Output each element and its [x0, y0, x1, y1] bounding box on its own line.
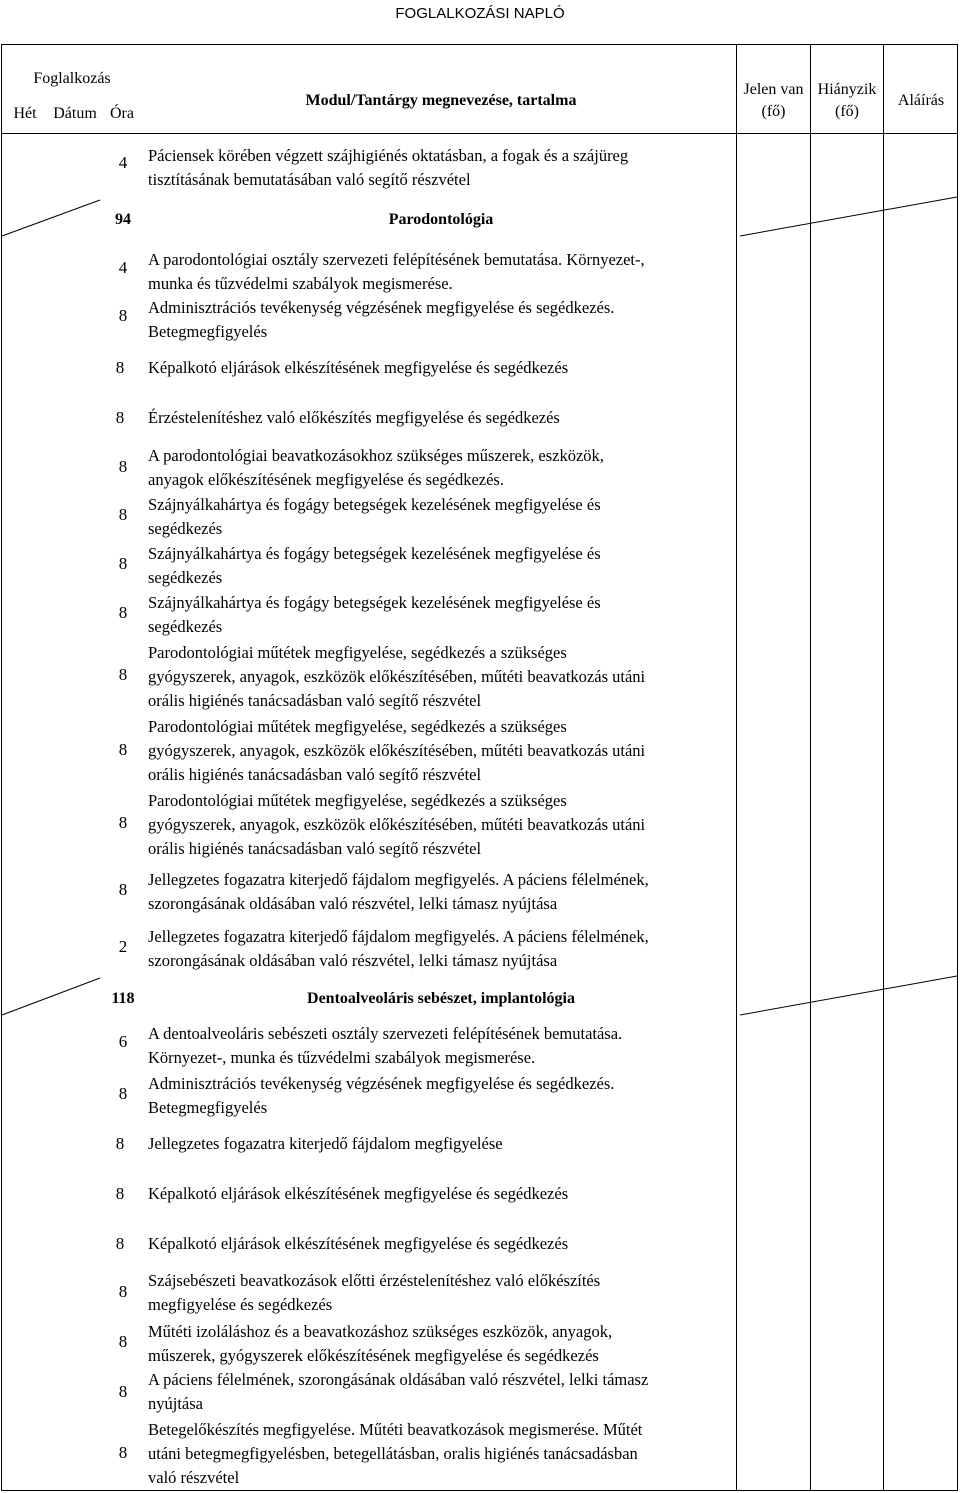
header-foglalkozas: Foglalkozás: [33, 70, 111, 87]
row-content: Szájnyálkahártya és fogágy betegségek kezelésének megfigyelése és segédkezés: [148, 495, 601, 538]
row-content: Adminisztrációs tevékenység végzésének megfigyelése és segédkezés. Betegmegfigyelés: [148, 1074, 615, 1117]
row-hours: 8: [115, 1234, 125, 1253]
row-hours: 8: [118, 740, 128, 759]
row-hours: 4: [118, 258, 128, 277]
row-hours: 6: [118, 1032, 128, 1051]
row-content: Műtéti izoláláshoz és a beavatkozáshoz szükséges eszközök, anyagok, műszerek, gyógyszerek előkészítésének megfigyelése és segédkezés: [148, 1322, 613, 1365]
col-divider-jelen: [736, 44, 737, 1491]
row-hours: 8: [118, 1332, 128, 1351]
row-hours: 8: [118, 457, 128, 476]
row-content: Szájsebészeti beavatkozások előtti érzéstelenítéshez való előkészítés megfigyelése és segédkezés: [148, 1271, 601, 1314]
row-content: Szájnyálkahártya és fogágy betegségek kezelésének megfigyelése és segédkezés: [148, 593, 601, 636]
header-het: Hét: [13, 105, 37, 122]
document-title: FOGLALKOZÁSI NAPLÓ: [395, 5, 565, 22]
header-hiany-1: Hiányzik: [817, 81, 877, 98]
row-content: A parodontológiai osztály szervezeti felépítésének bemutatása. Környezet-, munka és tűzvédelmi szabályok megismerése.: [148, 250, 645, 293]
section-parodontologia-title: Parodontológia: [388, 211, 494, 228]
row-content: A páciens félelmének, szorongásának oldásában való részvétel, lelki támasz nyújtása: [148, 1370, 649, 1413]
row-content: Jellegzetes fogazatra kiterjedő fájdalom megfigyelés. A páciens félelmének, szorongásának oldásában való részvétel, lelki támasz nyújtása: [148, 927, 649, 970]
row-hours: 8: [118, 554, 128, 573]
row-content: Parodontológiai műtétek megfigyelése, segédkezés a szükséges gyógyszerek, anyagok, eszközök előkészítésében, műtéti beavatkozás utáni orális higiénés tanácsadásban való segítő részvétel: [148, 717, 646, 784]
section-dentoalveolaris-title: Dentoalveoláris sebészet, implantológia: [307, 990, 575, 1007]
header-jelen-2: (fő): [761, 103, 786, 120]
row-content: Jellegzetes fogazatra kiterjedő fájdalom megfigyelése: [148, 1134, 503, 1153]
row-hours: 8: [115, 1184, 125, 1203]
row-hours: 8: [115, 1134, 125, 1153]
row-content: Érzéstelenítéshez való előkészítés megfigyelése és segédkezés: [148, 408, 560, 427]
row-hours: 8: [118, 665, 128, 684]
row-hours: 8: [118, 306, 128, 325]
row-hours: 8: [115, 408, 125, 427]
row-hours: 8: [118, 880, 128, 899]
section-parodontologia-hours: 94: [115, 211, 131, 228]
row-content: Szájnyálkahártya és fogágy betegségek kezelésének megfigyelése és segédkezés: [148, 544, 601, 587]
row-content: Adminisztrációs tevékenység végzésének megfigyelése és segédkezés. Betegmegfigyelés: [148, 298, 615, 341]
header-alairas: Aláírás: [897, 92, 945, 109]
col-divider-alairas: [883, 44, 884, 1491]
row-content: Jellegzetes fogazatra kiterjedő fájdalom megfigyelés. A páciens félelmének, szorongásának oldásában való részvétel, lelki támasz nyújtása: [148, 870, 649, 913]
row-content: Parodontológiai műtétek megfigyelése, segédkezés a szükséges gyógyszerek, anyagok, eszközök előkészítésében, műtéti beavatkozás utáni orális higiénés tanácsadásban való segítő részvétel: [148, 791, 646, 858]
section-dentoalveolaris-hours: 118: [111, 990, 135, 1007]
row-hours: 8: [118, 603, 128, 622]
row-hours: 8: [115, 358, 125, 377]
row-hours: 8: [118, 1382, 128, 1401]
row-hours: 8: [118, 813, 128, 832]
row-content: A dentoalveoláris sebészeti osztály szervezeti felépítésének bemutatása. Környezet-, munka és tűzvédelmi szabályok megismerése.: [148, 1024, 623, 1067]
header-jelen-1: Jelen van: [743, 81, 804, 98]
col-divider-hiany: [810, 44, 811, 1491]
header-bottom-line: [1, 133, 958, 134]
header-datum: Dátum: [53, 105, 97, 122]
row-content: Páciensek körében végzett szájhigiénés oktatásban, a fogak és a szájüreg tisztításának bemutatásában való segítő részvétel: [148, 146, 629, 189]
row-hours: 8: [118, 1084, 128, 1103]
row-content: Parodontológiai műtétek megfigyelése, segédkezés a szükséges gyógyszerek, anyagok, eszközök előkészítésében, műtéti beavatkozás utáni orális higiénés tanácsadásban való segítő részvétel: [148, 643, 646, 710]
row-hours: 4: [118, 153, 128, 172]
row-content: Képalkotó eljárások elkészítésének megfigyelése és segédkezés: [148, 358, 569, 377]
row-hours: 8: [118, 1443, 128, 1462]
header-ora: Óra: [110, 105, 134, 122]
row-content: Betegelőkészítés megfigyelése. Műtéti beavatkozások megismerése. Műtét utáni betegmegfigyelésben, betegellátásban, oralis higiénés tanácsadásban való részvétel: [148, 1420, 643, 1487]
row-content: A parodontológiai beavatkozásokhoz szükséges műszerek, eszközök, anyagok előkészítésének megfigyelése és segédkezés.: [148, 446, 604, 489]
row-hours: 8: [118, 505, 128, 524]
row-hours: 2: [118, 937, 128, 956]
header-hiany-2: (fő): [835, 103, 859, 120]
header-modul: Modul/Tantárgy megnevezése, tartalma: [305, 92, 577, 109]
row-content: Képalkotó eljárások elkészítésének megfigyelése és segédkezés: [148, 1184, 569, 1203]
row-hours: 8: [118, 1282, 128, 1301]
row-content: Képalkotó eljárások elkészítésének megfigyelése és segédkezés: [148, 1234, 569, 1253]
